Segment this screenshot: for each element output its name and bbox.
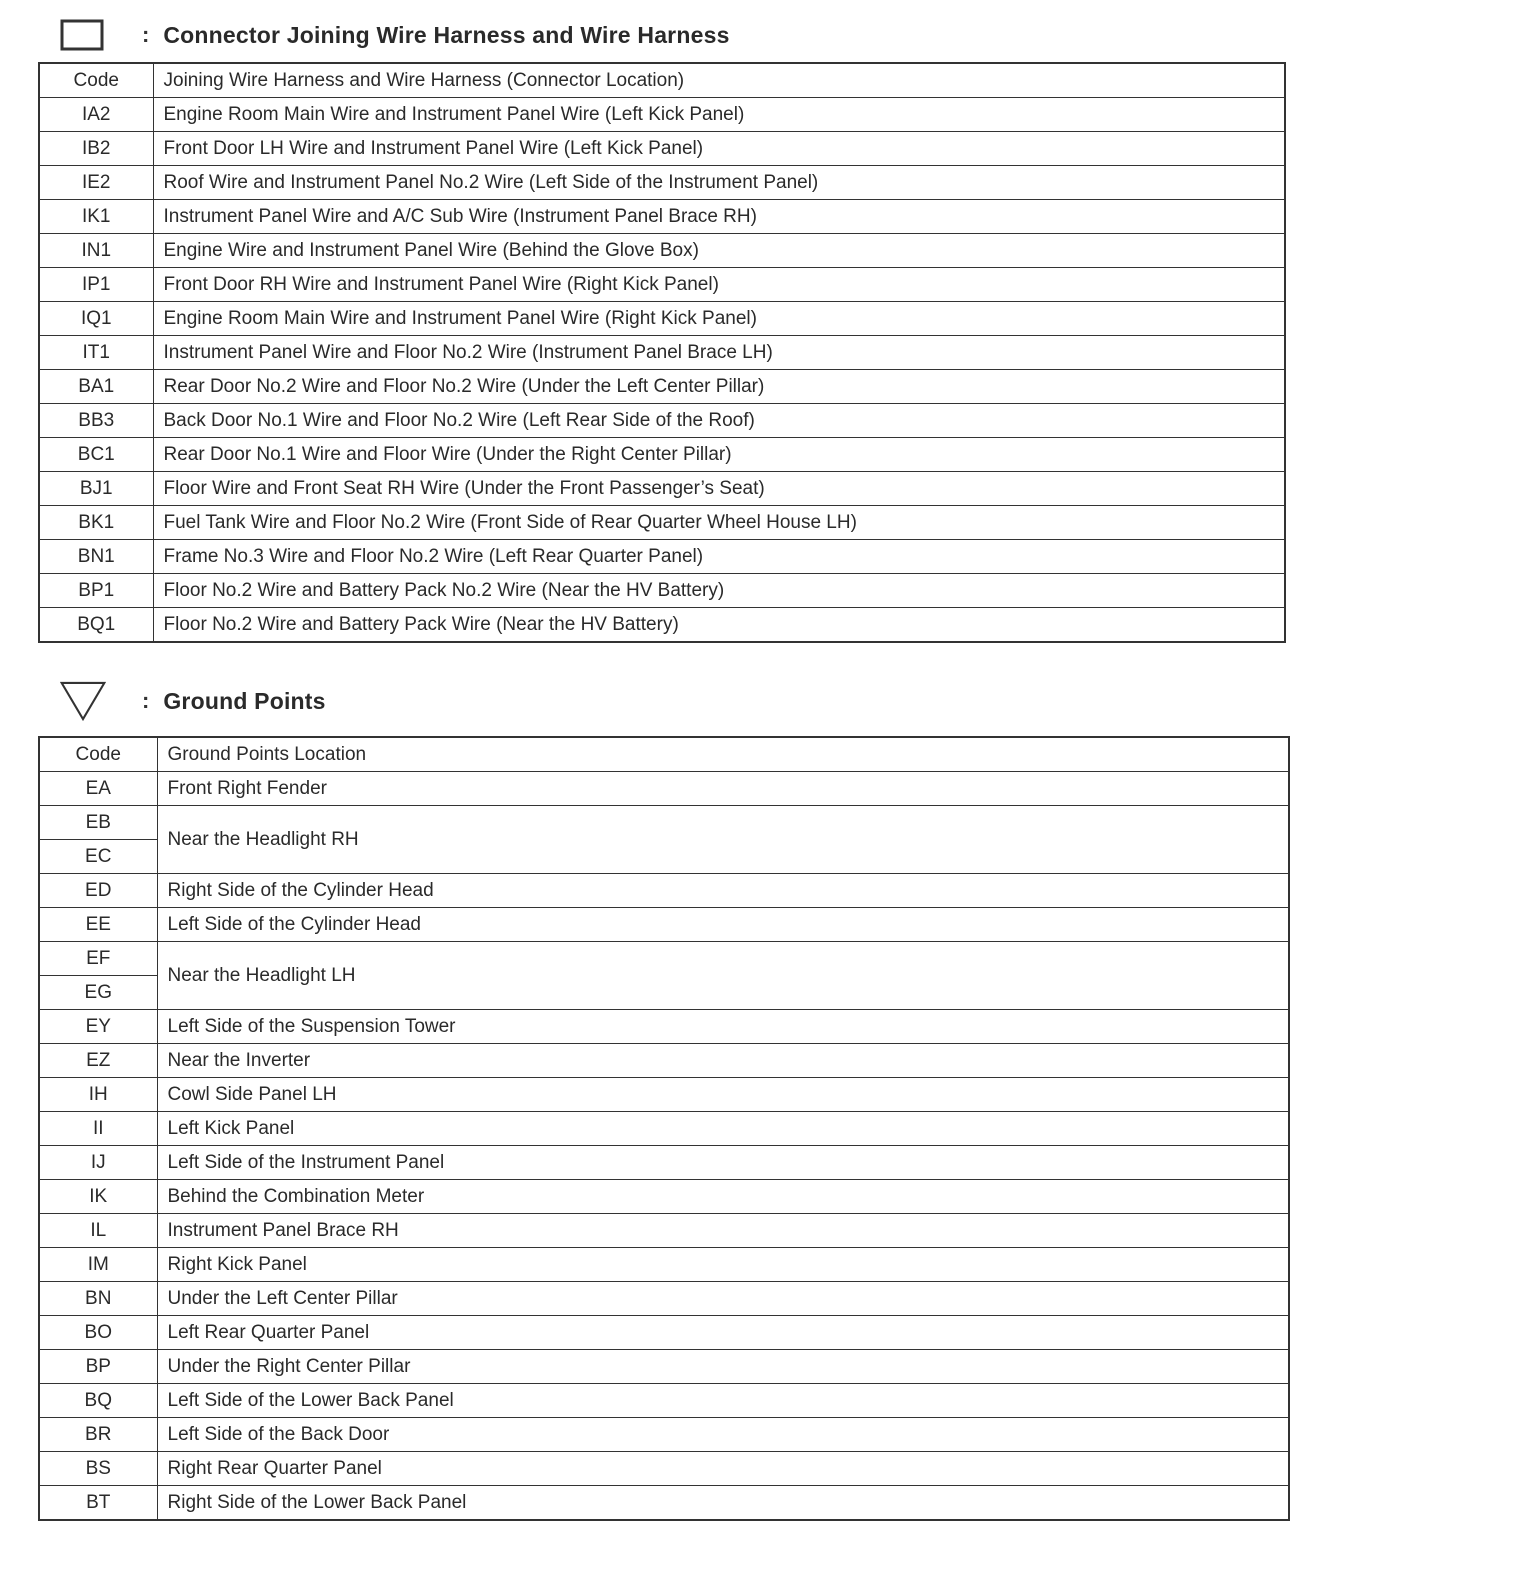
row-location: Left Side of the Suspension Tower bbox=[157, 1010, 1289, 1044]
row-location: Right Rear Quarter Panel bbox=[157, 1452, 1289, 1486]
row-code: BK1 bbox=[39, 506, 153, 540]
table-row bbox=[39, 1282, 1289, 1316]
table-row bbox=[39, 1350, 1289, 1384]
table-header-row bbox=[39, 737, 1289, 772]
row-code: BC1 bbox=[39, 438, 153, 472]
table-row bbox=[39, 404, 1285, 438]
table-row bbox=[39, 268, 1285, 302]
table-row bbox=[39, 1418, 1289, 1452]
row-code: IE2 bbox=[39, 166, 153, 200]
row-location: Rear Door No.2 Wire and Floor No.2 Wire (Under the Left Center Pillar) bbox=[153, 370, 1285, 404]
table-row bbox=[39, 1044, 1289, 1078]
row-code: IH bbox=[39, 1078, 157, 1112]
row-code: EG bbox=[39, 976, 157, 1010]
row-location: Left Side of the Cylinder Head bbox=[157, 908, 1289, 942]
location-column-header: Ground Points Location bbox=[157, 737, 1289, 772]
row-code: IN1 bbox=[39, 234, 153, 268]
table-row bbox=[39, 166, 1285, 200]
table-row bbox=[39, 1452, 1289, 1486]
table-row bbox=[39, 772, 1289, 806]
table-row bbox=[39, 132, 1285, 166]
box-symbol-icon bbox=[60, 12, 106, 58]
row-location: Floor Wire and Front Seat RH Wire (Under the Front Passenger’s Seat) bbox=[153, 472, 1285, 506]
row-code: IL bbox=[39, 1214, 157, 1248]
ground-points-table bbox=[38, 736, 1290, 1521]
row-location: Back Door No.1 Wire and Floor No.2 Wire (Left Rear Side of the Roof) bbox=[153, 404, 1285, 438]
row-code: BR bbox=[39, 1418, 157, 1452]
table-row bbox=[39, 234, 1285, 268]
connector-section-header bbox=[60, 12, 730, 58]
row-code: EB bbox=[39, 806, 157, 840]
row-code: BQ bbox=[39, 1384, 157, 1418]
row-code: BO bbox=[39, 1316, 157, 1350]
table-row bbox=[39, 942, 1289, 976]
table-row bbox=[39, 1078, 1289, 1112]
row-code: IB2 bbox=[39, 132, 153, 166]
row-location: Left Side of the Instrument Panel bbox=[157, 1146, 1289, 1180]
row-code: BQ1 bbox=[39, 608, 153, 643]
row-location: Frame No.3 Wire and Floor No.2 Wire (Left Rear Quarter Panel) bbox=[153, 540, 1285, 574]
section-colon: : bbox=[142, 22, 150, 47]
table-row bbox=[39, 874, 1289, 908]
row-code: EA bbox=[39, 772, 157, 806]
row-code: EE bbox=[39, 908, 157, 942]
table-row bbox=[39, 438, 1285, 472]
row-location: Left Kick Panel bbox=[157, 1112, 1289, 1146]
row-code: BA1 bbox=[39, 370, 153, 404]
table-row bbox=[39, 506, 1285, 540]
table-row bbox=[39, 1146, 1289, 1180]
row-code: IA2 bbox=[39, 98, 153, 132]
row-code: BS bbox=[39, 1452, 157, 1486]
row-code: IJ bbox=[39, 1146, 157, 1180]
table-row bbox=[39, 472, 1285, 506]
code-column-header: Code bbox=[39, 63, 153, 98]
table-row bbox=[39, 908, 1289, 942]
row-code: EY bbox=[39, 1010, 157, 1044]
row-location: Cowl Side Panel LH bbox=[157, 1078, 1289, 1112]
row-code: IK1 bbox=[39, 200, 153, 234]
table-row bbox=[39, 1010, 1289, 1044]
table-row bbox=[39, 1214, 1289, 1248]
row-location: Behind the Combination Meter bbox=[157, 1180, 1289, 1214]
table-header-row bbox=[39, 63, 1285, 98]
table-row bbox=[39, 98, 1285, 132]
table-row bbox=[39, 336, 1285, 370]
table-row bbox=[39, 574, 1285, 608]
row-code: BN bbox=[39, 1282, 157, 1316]
section-colon: : bbox=[142, 688, 150, 713]
row-code: IP1 bbox=[39, 268, 153, 302]
row-location: Left Side of the Lower Back Panel bbox=[157, 1384, 1289, 1418]
row-code: EZ bbox=[39, 1044, 157, 1078]
table-row bbox=[39, 370, 1285, 404]
table-row bbox=[39, 1180, 1289, 1214]
row-code: BJ1 bbox=[39, 472, 153, 506]
row-location: Roof Wire and Instrument Panel No.2 Wire (Left Side of the Instrument Panel) bbox=[153, 166, 1285, 200]
connector-section-title: Connector Joining Wire Harness and Wire Harness bbox=[163, 21, 730, 48]
ground-section-header bbox=[60, 678, 326, 724]
row-code: ED bbox=[39, 874, 157, 908]
table-row bbox=[39, 1486, 1289, 1521]
row-code: BP1 bbox=[39, 574, 153, 608]
row-location: Engine Wire and Instrument Panel Wire (Behind the Glove Box) bbox=[153, 234, 1285, 268]
row-location: Floor No.2 Wire and Battery Pack Wire (Near the HV Battery) bbox=[153, 608, 1285, 643]
ground-section-title: Ground Points bbox=[163, 687, 326, 714]
row-code: IQ1 bbox=[39, 302, 153, 336]
table-row bbox=[39, 200, 1285, 234]
row-code: BB3 bbox=[39, 404, 153, 438]
row-location: Right Side of the Lower Back Panel bbox=[157, 1486, 1289, 1521]
location-column-header: Joining Wire Harness and Wire Harness (Connector Location) bbox=[153, 63, 1285, 98]
row-code: BP bbox=[39, 1350, 157, 1384]
code-column-header: Code bbox=[39, 737, 157, 772]
row-code: IM bbox=[39, 1248, 157, 1282]
row-location: Under the Left Center Pillar bbox=[157, 1282, 1289, 1316]
row-code: BN1 bbox=[39, 540, 153, 574]
row-location: Front Right Fender bbox=[157, 772, 1289, 806]
row-location: Right Side of the Cylinder Head bbox=[157, 874, 1289, 908]
row-code: IT1 bbox=[39, 336, 153, 370]
row-location: Near the Headlight LH bbox=[157, 942, 1289, 1010]
connector-table bbox=[38, 62, 1286, 643]
table-row bbox=[39, 608, 1285, 643]
row-location: Fuel Tank Wire and Floor No.2 Wire (Front Side of Rear Quarter Wheel House LH) bbox=[153, 506, 1285, 540]
table-row bbox=[39, 1248, 1289, 1282]
row-code: EF bbox=[39, 942, 157, 976]
row-location: Left Rear Quarter Panel bbox=[157, 1316, 1289, 1350]
row-location: Under the Right Center Pillar bbox=[157, 1350, 1289, 1384]
table-row bbox=[39, 1384, 1289, 1418]
table-row bbox=[39, 302, 1285, 336]
ground-triangle-icon bbox=[60, 678, 106, 724]
row-code: IK bbox=[39, 1180, 157, 1214]
row-location: Right Kick Panel bbox=[157, 1248, 1289, 1282]
row-code: II bbox=[39, 1112, 157, 1146]
row-location: Engine Room Main Wire and Instrument Panel Wire (Left Kick Panel) bbox=[153, 98, 1285, 132]
row-location: Front Door LH Wire and Instrument Panel Wire (Left Kick Panel) bbox=[153, 132, 1285, 166]
row-location: Floor No.2 Wire and Battery Pack No.2 Wire (Near the HV Battery) bbox=[153, 574, 1285, 608]
row-location: Engine Room Main Wire and Instrument Panel Wire (Right Kick Panel) bbox=[153, 302, 1285, 336]
row-location: Instrument Panel Wire and A/C Sub Wire (Instrument Panel Brace RH) bbox=[153, 200, 1285, 234]
row-location: Front Door RH Wire and Instrument Panel Wire (Right Kick Panel) bbox=[153, 268, 1285, 302]
row-location: Instrument Panel Brace RH bbox=[157, 1214, 1289, 1248]
row-location: Left Side of the Back Door bbox=[157, 1418, 1289, 1452]
row-location: Near the Headlight RH bbox=[157, 806, 1289, 874]
row-location: Near the Inverter bbox=[157, 1044, 1289, 1078]
table-row bbox=[39, 1316, 1289, 1350]
row-location: Instrument Panel Wire and Floor No.2 Wire (Instrument Panel Brace LH) bbox=[153, 336, 1285, 370]
table-row bbox=[39, 1112, 1289, 1146]
table-row bbox=[39, 806, 1289, 840]
row-code: BT bbox=[39, 1486, 157, 1521]
row-code: EC bbox=[39, 840, 157, 874]
table-row bbox=[39, 540, 1285, 574]
row-location: Rear Door No.1 Wire and Floor Wire (Under the Right Center Pillar) bbox=[153, 438, 1285, 472]
